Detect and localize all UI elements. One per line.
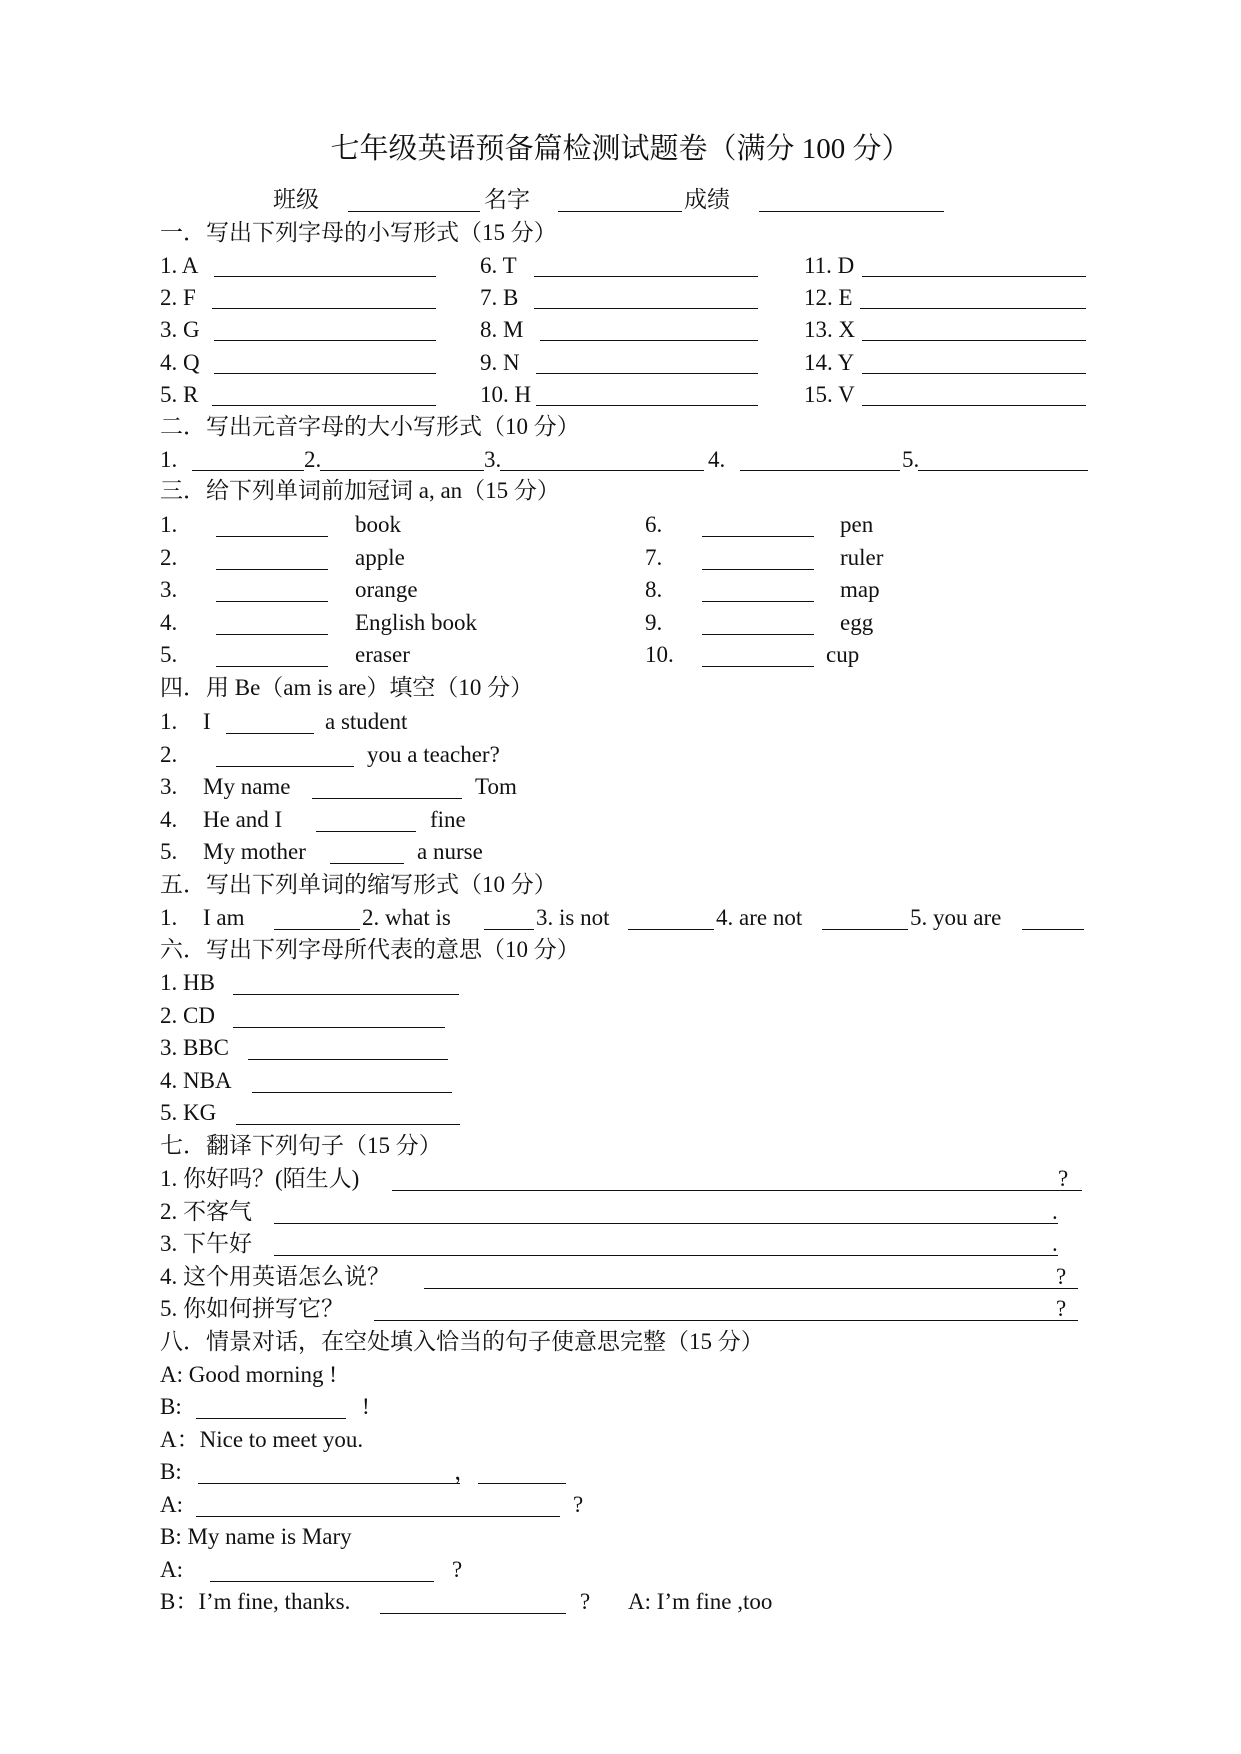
answer-blank[interactable]	[822, 929, 908, 930]
translate-end: ?	[1056, 1264, 1067, 1289]
vowel-label: 4.	[708, 447, 726, 472]
be-num: 5.	[160, 839, 178, 864]
letter-item: 9. N	[480, 350, 520, 375]
answer-blank[interactable]	[248, 1059, 448, 1060]
section-4-heading: 四．用 Be（am is are）填空（10 分）	[160, 675, 534, 700]
letter-item: 8. M	[480, 317, 524, 342]
article-word: book	[355, 512, 401, 537]
section-6-heading: 六．写出下列字母所代表的意思（10 分）	[160, 937, 580, 962]
translate-item: 5. 你如何拼写它？	[160, 1296, 344, 1321]
abbr-item: 5. KG	[160, 1100, 217, 1125]
dialogue-speaker: B:	[160, 1459, 182, 1484]
vowel-label: 1.	[160, 447, 178, 472]
abbr-item: 2. CD	[160, 1003, 215, 1028]
answer-blank[interactable]	[236, 1124, 460, 1125]
name-blank[interactable]	[558, 211, 682, 212]
be-pre: My mother	[203, 839, 306, 864]
translate-end: ?	[1056, 1296, 1067, 1321]
letter-item: 3. G	[160, 317, 200, 342]
article-num: 8.	[645, 577, 663, 602]
answer-blank[interactable]	[862, 276, 1086, 277]
dialogue-speaker: A:	[160, 1557, 183, 1582]
answer-blank[interactable]	[192, 470, 304, 471]
score-blank[interactable]	[759, 211, 944, 212]
section-1-heading: 一．写出下列字母的小写形式（15 分）	[160, 220, 557, 245]
dialogue-punct: ?	[452, 1557, 463, 1582]
answer-blank[interactable]	[702, 536, 814, 537]
answer-blank[interactable]	[330, 863, 404, 864]
letter-item: 11. D	[804, 253, 855, 278]
answer-blank[interactable]	[702, 569, 814, 570]
vowel-label: 2.	[304, 447, 322, 472]
dialogue-punct: !	[362, 1394, 370, 1419]
answer-blank[interactable]	[862, 373, 1086, 374]
section-8-heading: 八．情景对话，在空处填入恰当的句子使意思完整（15 分）	[160, 1329, 764, 1354]
article-num: 5.	[160, 642, 178, 667]
answer-blank[interactable]	[216, 666, 328, 667]
answer-blank[interactable]	[484, 929, 534, 930]
be-num: 3.	[160, 774, 178, 799]
article-num: 3.	[160, 577, 178, 602]
abbr-item: 3. BBC	[160, 1035, 230, 1060]
letter-item: 6. T	[480, 253, 517, 278]
answer-blank[interactable]	[918, 470, 1088, 471]
answer-blank[interactable]	[860, 308, 1086, 309]
be-pre: I	[203, 709, 211, 734]
letter-item: 13. X	[804, 317, 856, 342]
dialogue-line: A: I’m fine ,too	[628, 1589, 773, 1614]
article-word: orange	[355, 577, 418, 602]
vowel-label: 5.	[902, 447, 920, 472]
answer-blank[interactable]	[534, 308, 758, 309]
translate-item: 2. 不客气	[160, 1199, 252, 1224]
be-post: a student	[325, 709, 408, 734]
letter-item: 7. B	[480, 285, 519, 310]
answer-blank[interactable]	[226, 733, 314, 734]
class-label: 班级	[273, 187, 319, 212]
answer-blank[interactable]	[274, 929, 360, 930]
contraction-word: 5. you are	[910, 905, 1002, 930]
answer-blank[interactable]	[214, 340, 436, 341]
answer-blank[interactable]	[500, 470, 704, 471]
dialogue-punct: ?	[580, 1589, 591, 1614]
letter-item: 14. Y	[804, 350, 855, 375]
answer-blank[interactable]	[628, 929, 714, 930]
exam-title: 七年级英语预备篇检测试题卷（满分 100 分）	[330, 133, 911, 165]
contraction-num: 1.	[160, 905, 178, 930]
dialogue-line: A：Nice to meet you.	[160, 1427, 364, 1452]
class-blank[interactable]	[348, 211, 480, 212]
answer-blank[interactable]	[534, 276, 758, 277]
section-2-heading: 二．写出元音字母的大小写形式（10 分）	[160, 414, 580, 439]
answer-blank[interactable]	[216, 766, 354, 767]
article-num: 1.	[160, 512, 178, 537]
answer-blank[interactable]	[212, 308, 436, 309]
dialogue-speaker: B:	[160, 1394, 182, 1419]
contraction-word: 3. is not	[536, 905, 610, 930]
be-pre: He and I	[203, 807, 283, 832]
answer-blank[interactable]	[216, 569, 328, 570]
answer-blank[interactable]	[702, 601, 814, 602]
article-word: pen	[840, 512, 874, 537]
translate-item: 1. 你好吗？(陌生人)	[160, 1166, 360, 1191]
answer-blank[interactable]	[210, 1581, 434, 1582]
abbr-item: 1. HB	[160, 970, 215, 995]
answer-blank[interactable]	[212, 405, 436, 406]
be-num: 1.	[160, 709, 178, 734]
article-num: 7.	[645, 545, 663, 570]
dialogue-line: B：I’m fine, thanks.	[160, 1589, 351, 1614]
answer-blank[interactable]	[862, 405, 1086, 406]
article-word: map	[840, 577, 880, 602]
answer-blank[interactable]	[540, 340, 758, 341]
answer-blank[interactable]	[214, 373, 436, 374]
answer-blank[interactable]	[216, 601, 328, 602]
translate-item: 3. 下午好	[160, 1231, 252, 1256]
answer-blank[interactable]	[702, 634, 814, 635]
answer-blank[interactable]	[233, 1027, 445, 1028]
answer-blank[interactable]	[740, 470, 900, 471]
letter-item: 2. F	[160, 285, 196, 310]
translate-end: ?	[1058, 1166, 1069, 1191]
article-word: cup	[826, 642, 860, 667]
dialogue-punct: ?	[573, 1492, 584, 1517]
section-3-heading: 三．给下列单词前加冠词 a, an（15 分）	[160, 478, 560, 503]
answer-blank[interactable]	[274, 1223, 1058, 1224]
article-word: egg	[840, 610, 874, 635]
be-num: 4.	[160, 807, 178, 832]
article-word: English book	[355, 610, 478, 635]
article-num: 4.	[160, 610, 178, 635]
answer-blank[interactable]	[424, 1288, 1078, 1289]
vowel-label: 3.	[484, 447, 502, 472]
article-num: 2.	[160, 545, 178, 570]
abbr-item: 4. NBA	[160, 1068, 232, 1093]
section-7-heading: 七．翻译下列句子（15 分）	[160, 1133, 442, 1158]
answer-blank[interactable]	[274, 1255, 1058, 1256]
article-num: 6.	[645, 512, 663, 537]
translate-end: .	[1052, 1199, 1058, 1224]
answer-blank[interactable]	[216, 536, 328, 537]
contraction-word: 2. what is	[362, 905, 451, 930]
answer-blank[interactable]	[1022, 929, 1084, 930]
answer-blank[interactable]	[316, 831, 416, 832]
answer-blank[interactable]	[196, 1516, 560, 1517]
letter-item: 1. A	[160, 253, 199, 278]
be-post: Tom	[475, 774, 517, 799]
dialogue-speaker: A:	[160, 1492, 183, 1517]
letter-item: 10. H	[480, 382, 532, 407]
answer-blank[interactable]	[392, 1190, 1082, 1191]
article-num: 9.	[645, 610, 663, 635]
answer-blank[interactable]	[198, 1483, 460, 1484]
answer-blank[interactable]	[320, 470, 484, 471]
article-word: ruler	[840, 545, 884, 570]
score-label: 成绩	[684, 187, 730, 212]
translate-item: 4. 这个用英语怎么说？	[160, 1264, 390, 1289]
dialogue-punct: ，	[454, 1459, 477, 1484]
answer-blank[interactable]	[214, 276, 436, 277]
letter-item: 4. Q	[160, 350, 200, 375]
letter-item: 12. E	[804, 285, 853, 310]
answer-blank[interactable]	[862, 340, 1086, 341]
answer-blank[interactable]	[233, 994, 459, 995]
answer-blank[interactable]	[536, 405, 758, 406]
answer-blank[interactable]	[196, 1418, 346, 1419]
article-num: 10.	[645, 642, 674, 667]
be-pre: My name	[203, 774, 291, 799]
answer-blank[interactable]	[374, 1320, 1078, 1321]
article-word: apple	[355, 545, 405, 570]
be-post: fine	[430, 807, 466, 832]
answer-blank[interactable]	[216, 634, 328, 635]
section-5-heading: 五．写出下列单词的缩写形式（10 分）	[160, 872, 557, 897]
letter-item: 15. V	[804, 382, 855, 407]
contraction-word: 4. are not	[716, 905, 803, 930]
answer-blank[interactable]	[702, 666, 814, 667]
answer-blank[interactable]	[252, 1092, 452, 1093]
dialogue-line: B: My name is Mary	[160, 1524, 352, 1549]
dialogue-line: A: Good morning !	[160, 1362, 337, 1387]
answer-blank[interactable]	[312, 798, 462, 799]
answer-blank[interactable]	[478, 1483, 566, 1484]
name-label: 名字	[484, 187, 530, 212]
answer-blank[interactable]	[380, 1613, 566, 1614]
contraction-word: I am	[203, 905, 245, 930]
answer-blank[interactable]	[536, 373, 758, 374]
be-post: you a teacher?	[367, 742, 500, 767]
translate-end: .	[1052, 1231, 1058, 1256]
be-post: a nurse	[417, 839, 483, 864]
letter-item: 5. R	[160, 382, 199, 407]
article-word: eraser	[355, 642, 410, 667]
be-num: 2.	[160, 742, 178, 767]
